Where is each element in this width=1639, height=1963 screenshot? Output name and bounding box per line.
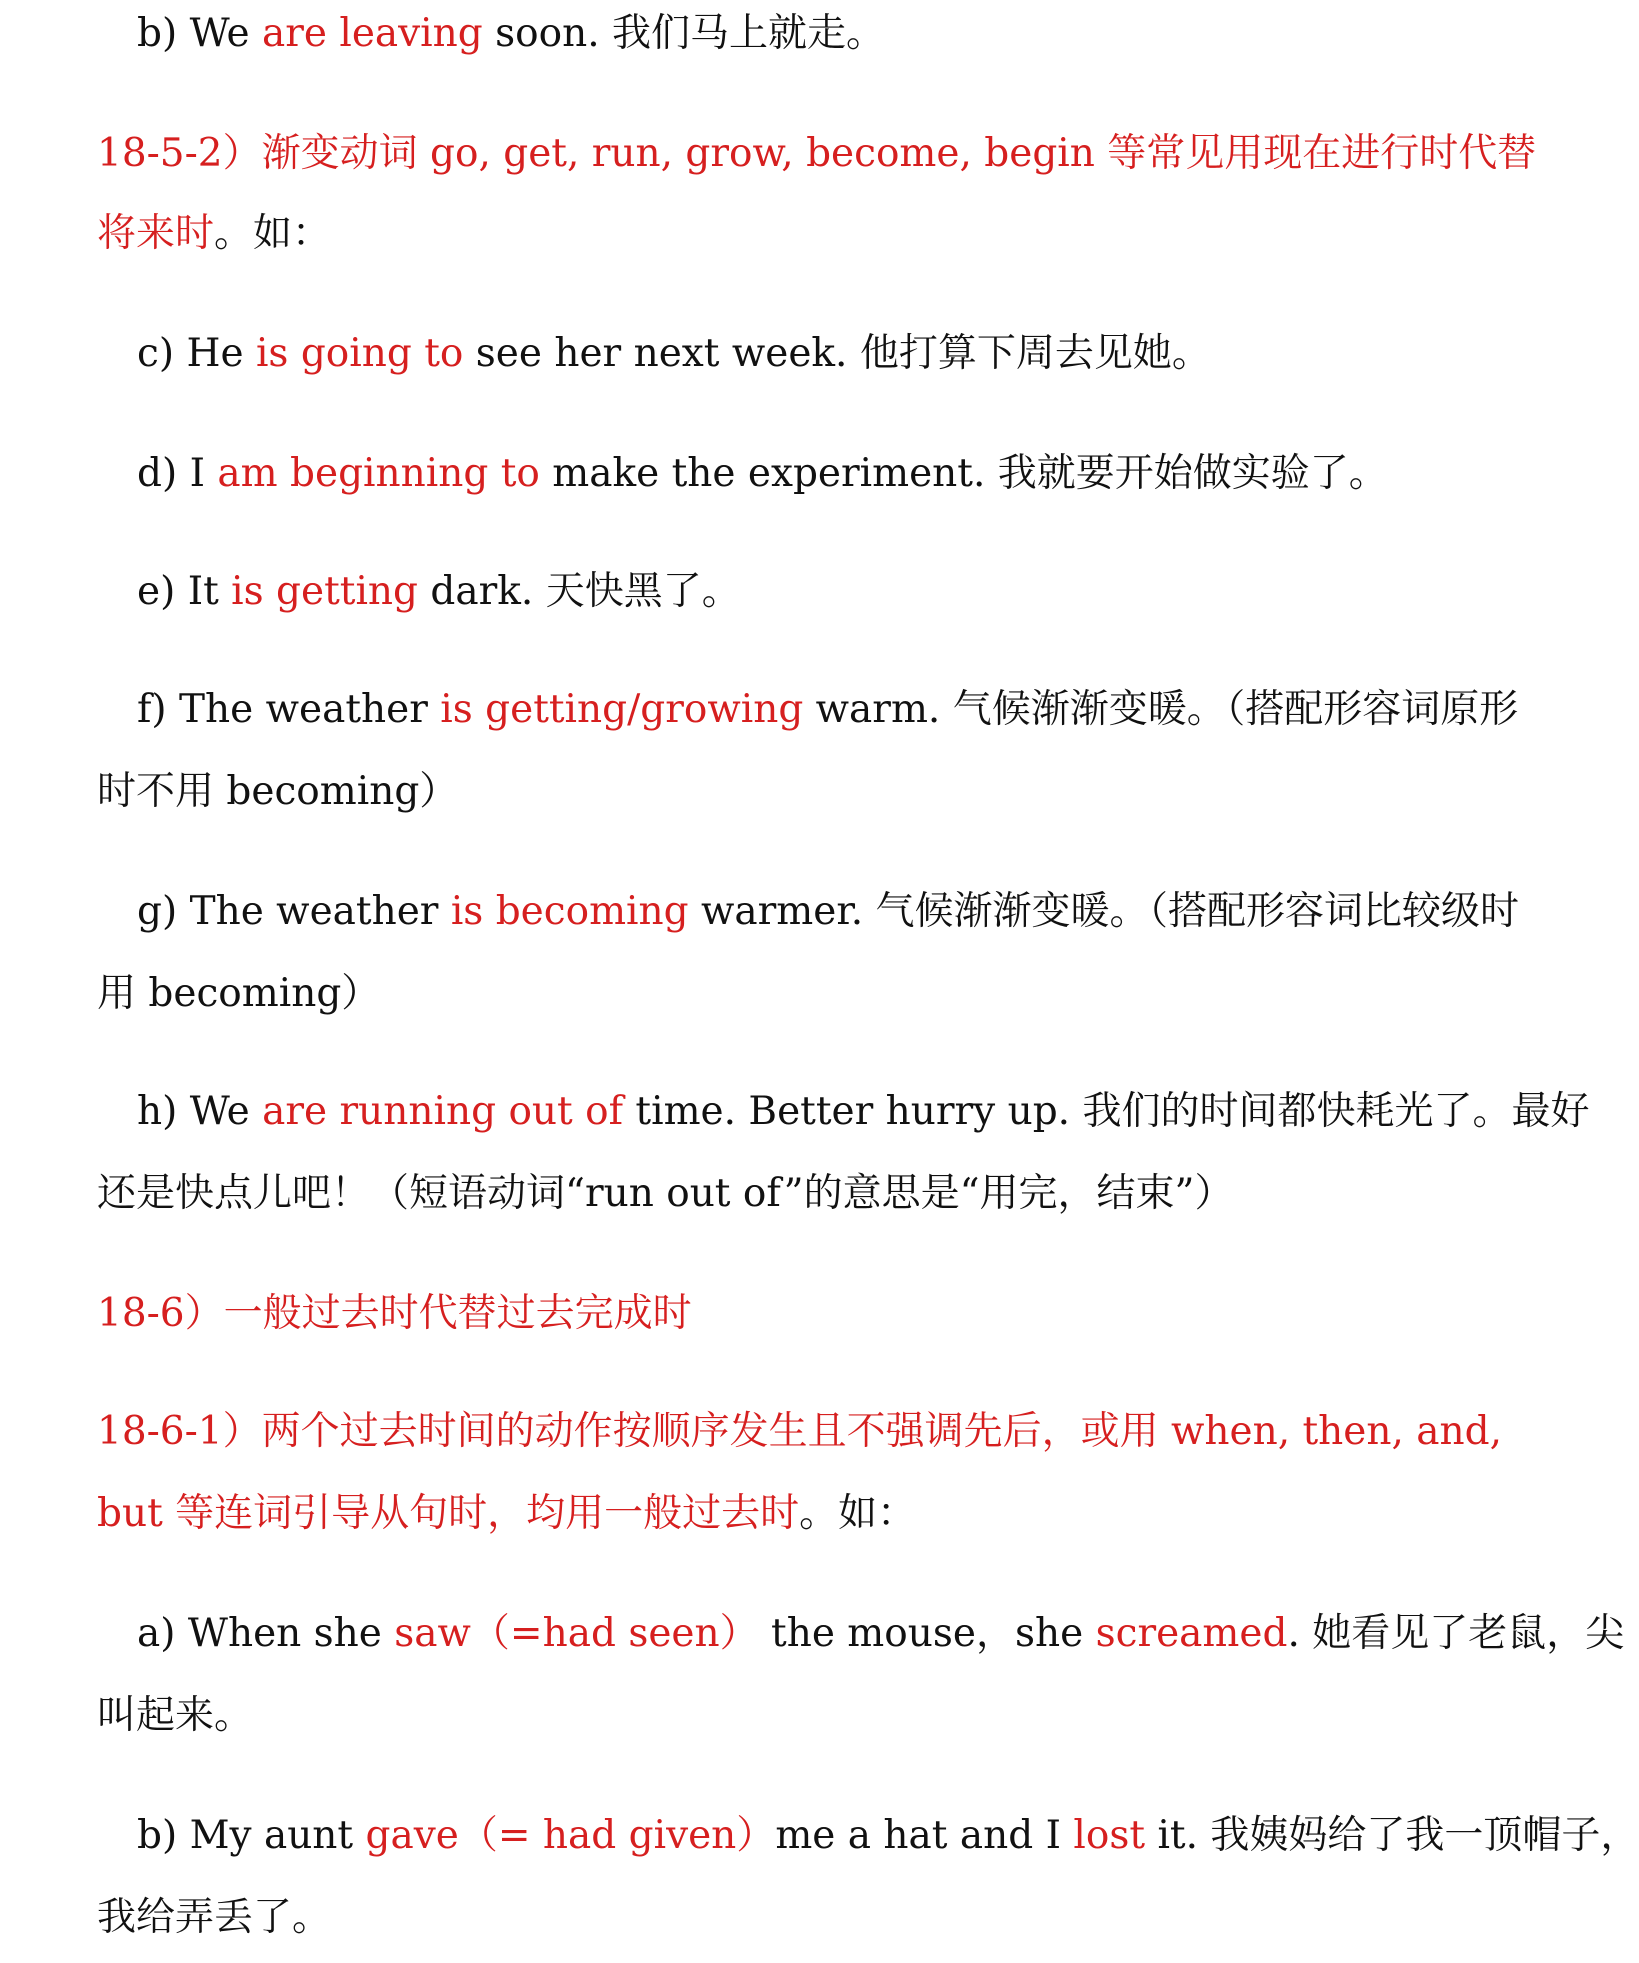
heading-line-1: 18-5-2）渐变动词 go, get, run, grow, become, begin 等常见用现在进行时代替 [97, 131, 1537, 176]
example-b2-line2 [97, 1894, 1497, 1942]
section-heading-18-5-2 [97, 130, 1537, 178]
example-a2-line2 [97, 1692, 1497, 1740]
text-segment: b) My aunt [137, 1813, 366, 1858]
section-heading-18-6-1-line2 [97, 1490, 1497, 1538]
highlight-segment: screamed [1095, 1611, 1288, 1656]
text-segment: b) We [137, 11, 262, 56]
highlight-segment: are leaving [261, 11, 483, 56]
example-b2 [137, 1812, 1639, 1860]
example-f-line2 [97, 768, 1497, 816]
text-segment: make the experiment. 我就要开始做实验了。 [539, 451, 1388, 496]
text-segment: 叫起来。 [97, 1693, 254, 1738]
highlight-segment: is going to [255, 331, 464, 376]
heading-line-1: 18-6-1）两个过去时间的动作按顺序发生且不强调先后，或用 when, then, and, [97, 1409, 1503, 1454]
text-segment: 用 becoming） [97, 971, 381, 1016]
example-h [137, 1088, 1590, 1136]
example-g [137, 888, 1537, 936]
text-segment: 还是快点儿吧！（短语动词“run out of”的意思是“用完，结束”） [97, 1171, 1234, 1216]
section-heading-18-5-2-line2 [97, 210, 1497, 258]
example-d [137, 450, 1537, 498]
example-c [137, 330, 1537, 378]
highlight-segment: is getting/growing [440, 687, 804, 732]
heading-line-2-rest: 。如： [799, 1491, 917, 1536]
section-heading-18-6-1 [97, 1408, 1503, 1456]
text-segment: time. Better hurry up. 我们的时间都快耗光了。最好 [623, 1089, 1590, 1134]
text-segment: c) He [137, 331, 256, 376]
example-a2 [137, 1610, 1625, 1658]
text-segment: e) It [137, 569, 232, 614]
highlight-segment: saw（=had seen） [394, 1611, 759, 1656]
text-segment: warmer. 气候渐渐变暖。（搭配形容词比较级时 [688, 889, 1519, 934]
text-segment: f) The weather [137, 687, 441, 732]
text-segment: h) We [137, 1089, 263, 1134]
text-segment: a) When she [137, 1611, 395, 1656]
heading-line-2: but 等连词引导从句时，均用一般过去时 [97, 1491, 800, 1536]
text-segment: 时不用 becoming） [97, 769, 459, 814]
example-e [137, 568, 1537, 616]
text-segment: soon. 我们马上就走。 [482, 11, 886, 56]
text-segment: warm. 气候渐渐变暖。（搭配形容词原形 [803, 687, 1519, 732]
text-segment: it. 我姨妈给了我一顶帽子， [1145, 1813, 1639, 1858]
text-segment: dark. 天快黑了。 [418, 569, 741, 614]
example-g-line2 [97, 970, 1497, 1018]
heading-line-2: 将来时 [97, 211, 215, 256]
example-h-line2 [97, 1170, 1497, 1218]
highlight-segment: lost [1073, 1813, 1146, 1858]
example-b1 [137, 10, 1537, 58]
heading-title: 18-6）一般过去时代替过去完成时 [97, 1291, 692, 1336]
text-segment: the mouse，she [758, 1611, 1096, 1656]
text-segment: g) The weather [137, 889, 451, 934]
highlight-segment: is becoming [450, 889, 689, 934]
highlight-segment: am beginning to [217, 451, 540, 496]
text-segment: d) I [137, 451, 218, 496]
text-segment: 我给弄丢了。 [97, 1895, 332, 1940]
section-heading-18-6 [97, 1290, 1497, 1338]
highlight-segment: are running out of [262, 1089, 624, 1134]
example-f [137, 686, 1537, 734]
highlight-segment: is getting [231, 569, 419, 614]
text-segment: see her next week. 他打算下周去见她。 [463, 331, 1211, 376]
highlight-segment: gave（= had given） [365, 1813, 776, 1858]
heading-line-2-rest: 。如： [214, 211, 332, 256]
text-segment: . 她看见了老鼠，尖 [1287, 1611, 1625, 1656]
text-segment: me a hat and I [775, 1813, 1074, 1858]
